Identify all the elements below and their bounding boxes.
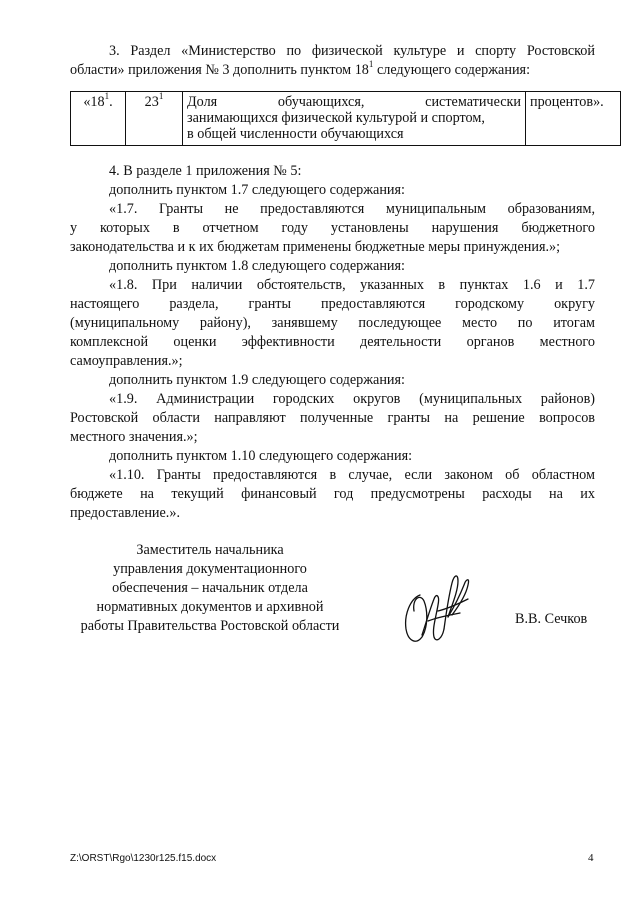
table-cell-number: «$18^1$.	[71, 92, 126, 146]
section3-line1: 3. Раздел «Министерство по физической культуре и спорту Ростовской	[109, 43, 595, 59]
paragraph-line: у которых в отчетном году установлены нарушения бюджетного	[70, 220, 595, 236]
page-number: 4	[588, 852, 594, 864]
title-line: управления документационного	[113, 561, 307, 577]
paragraph-line: «1.9. Администрации городских округов (муниципальных районов)	[109, 391, 595, 407]
file-path: Z:\ORST\Rgo\1230r125.f15.docx	[70, 853, 217, 864]
paragraph-line: местного значения.»;	[70, 429, 198, 445]
paragraph-line: законодательства и к их бюджетам применены бюджетные меры принуждения.»;	[70, 239, 561, 255]
paragraph-line: (муниципальному району), занявшему последующее место по итогам	[70, 315, 595, 331]
paragraph: дополнить пунктом 1.8 следующего содержания:	[109, 258, 405, 274]
paragraph: дополнить пунктом 1.9 следующего содержания:	[109, 372, 405, 388]
paragraph: 4. В разделе 1 приложения № 5:	[109, 163, 302, 179]
paragraph: дополнить пунктом 1.10 следующего содержания:	[109, 448, 413, 464]
paragraph-line: «1.8. При наличии обстоятельств, указанных в пунктах 1.6 и 1.7	[109, 277, 595, 293]
handwritten-signature	[398, 565, 478, 650]
description-line: занимающихся физической культурой и спортом,	[187, 110, 485, 126]
description-line: Доля обучающихся, систематически	[187, 94, 521, 110]
signatory-name: В.В. Сечков	[515, 611, 588, 627]
table-cell-description	[183, 92, 526, 146]
paragraph-line: Ростовской области направляют полученные гранты на решение вопросов	[70, 410, 595, 426]
title-line: работы Правительства Ростовской области	[80, 618, 340, 634]
paragraph: дополнить пунктом 1.7 следующего содержания:	[109, 182, 405, 198]
paragraph-line: предоставление.».	[70, 505, 180, 521]
title-line: обеспечения – начальник отдела	[112, 580, 308, 596]
title-line: нормативных документов и архивной	[96, 599, 324, 615]
description-line: в общей численности обучающихся	[187, 126, 404, 142]
paragraph-line: «1.10. Гранты предоставляются в случае, если законом об областном	[109, 467, 595, 483]
paragraph-line: бюджете на текущий финансовый год предусмотрены расходы на их	[70, 486, 595, 502]
indicator-table	[70, 91, 621, 146]
paragraph-line: комплексной оценки эффективности деятельности органов местного	[70, 334, 595, 350]
table-cell-unit: процентов».	[526, 92, 621, 146]
table-row	[71, 92, 621, 146]
paragraph-line: самоуправления.»;	[70, 353, 183, 369]
section3-line2: области» приложения № 3 дополнить пунктом $18^1$ следующего содержания:	[70, 59, 531, 78]
signatory-title	[60, 541, 360, 636]
paragraph-line: «1.7. Гранты не предоставляются муниципальным образованиям,	[109, 201, 595, 217]
table-cell-ref: $23^1$	[126, 92, 183, 146]
paragraph-line: настоящего раздела, гранты предоставляются городскому округу	[70, 296, 595, 312]
title-line: Заместитель начальника	[136, 542, 284, 558]
